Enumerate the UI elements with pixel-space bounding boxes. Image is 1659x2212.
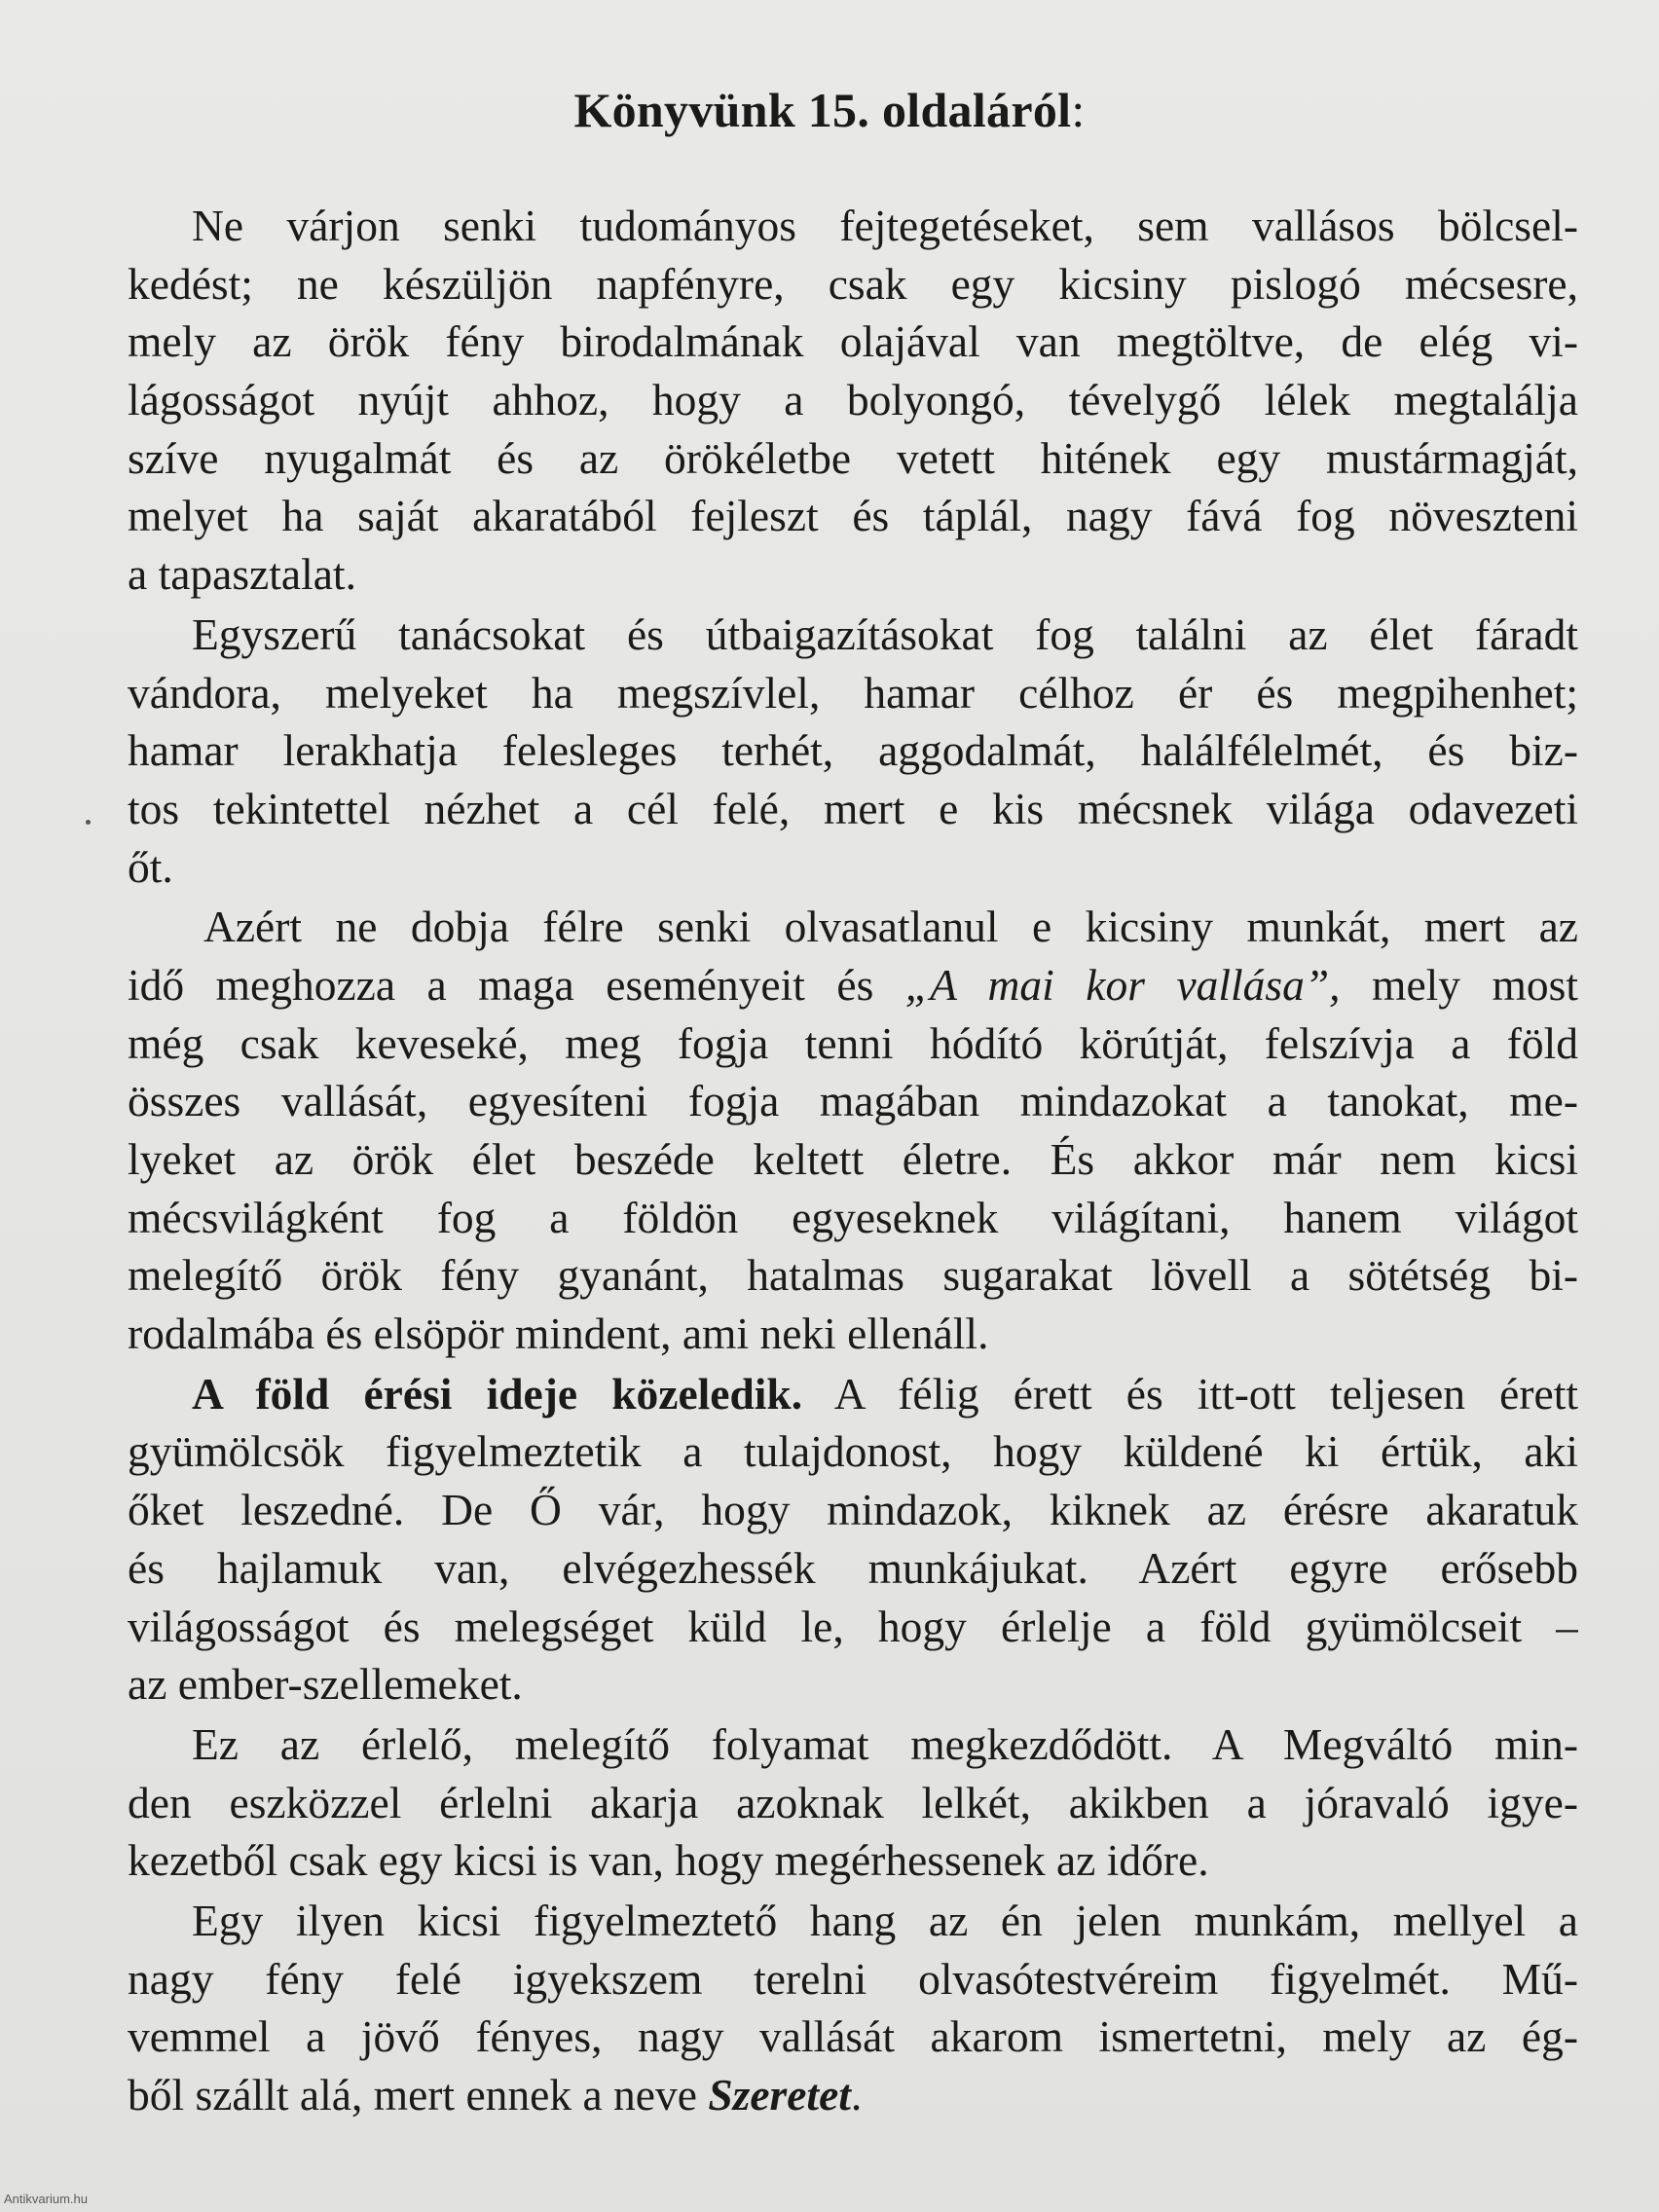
text-line (128, 1305, 1578, 1363)
text-line (128, 1715, 1578, 1774)
line-text: Ne várjon senki tudományos fejtegetéseket, sem vallásos bölcsel- (192, 201, 1578, 250)
watermark: Antikvarium.hu (4, 2192, 88, 2206)
text-line (128, 780, 1578, 838)
line-text: nagy fény felé igyekszem terelni olvasótestvéreim figyelmét. Mű- (128, 1953, 1578, 2004)
heading-text: Könyvünk 15. oldaláról (573, 83, 1072, 137)
line-text: tos tekintettel nézhet a cél felé, mert e kis mécsnek világa odavezeti (128, 783, 1578, 833)
text-line (128, 1072, 1578, 1130)
line-text: lágosságot nyújt ahhoz, hogy a bolyongó, tévelygő lélek megtalálja (128, 375, 1578, 425)
text-line (128, 664, 1578, 722)
text-line (128, 606, 1578, 664)
text-line (128, 371, 1578, 429)
text-line (128, 487, 1578, 545)
line-text: Egyszerű tanácsokat és útbaigazításokat fog találni az élet fáradt (192, 608, 1578, 659)
text-line (128, 545, 1578, 604)
line-text: szíve nyugalmát és az örökéletbe vetett hitének egy mustármagját, (128, 432, 1578, 483)
text-line (128, 1481, 1578, 1539)
line-text: ből szállt alá, mert ennek a neve (128, 2070, 709, 2120)
text-line (128, 2066, 1578, 2124)
line-text: mely most (1340, 959, 1578, 1010)
text-line (128, 1892, 1578, 1950)
line-text: melegítő örök fény gyanánt, hatalmas sugarakat lövell a sötétség bi- (128, 1250, 1578, 1301)
line-text: világosságot és melegséget küld le, hogy érlelje a föld gyümölcseit – (128, 1601, 1578, 1651)
text-line (128, 956, 1578, 1014)
line-text: Ez az érlelő, melegítő folyamat megkezdődött. A Megváltó min- (192, 1718, 1578, 1769)
line-text: den eszközzel érlelni akarja azoknak lelkét, akikben a jóravaló igye- (128, 1777, 1578, 1827)
body-text (128, 197, 1578, 2124)
text-line (128, 898, 1578, 956)
book-title-quote: „A mai kor vallása”, (904, 959, 1341, 1010)
text-line (128, 1831, 1578, 1890)
stray-dot (86, 820, 91, 825)
line-text: még csak keveseké, meg fogja tenni hódító körútját, felszívja a föld (128, 1017, 1578, 1068)
line-text: . (850, 2070, 863, 2120)
text-line (128, 255, 1578, 313)
line-text: kedést; ne készüljön napfényre, csak egy kicsiny pislogó mécsesre, (128, 258, 1578, 309)
line-text: hamar lerakhatja felesleges terhét, aggodalmát, halálfélelmét, és biz- (128, 725, 1578, 776)
text-line (128, 429, 1578, 488)
line-text: őt. (128, 841, 173, 892)
line-text: mécsvilágként fog a földön egyeseknek világítani, hanem világot (128, 1192, 1578, 1242)
text-line (128, 1246, 1578, 1305)
text-line (128, 838, 1578, 897)
text-line (128, 197, 1578, 255)
bold-lead-sentence: A föld érési ideje közeledik. (192, 1368, 803, 1419)
line-text: összes vallását, egyesíteni fogja magában mindazokat a tanokat, me- (128, 1076, 1578, 1126)
line-text: kezetből csak egy kicsi is van, hogy megérhessenek az időre. (128, 1835, 1209, 1886)
line-text: rodalmába és elsöpör mindent, ami neki ellenáll. (128, 1309, 989, 1359)
line-text: mely az örök fény birodalmának olajával van megtöltve, de elég vi- (128, 316, 1578, 367)
line-text: Azért ne dobja félre senki olvasatlanul e kicsiny munkát, mert az (203, 902, 1578, 952)
text-line (128, 1598, 1578, 1656)
line-text: idő meghozza a maga eseményeit és (128, 959, 905, 1010)
line-text: gyümölcsök figyelmeztetik a tulajdonost, hogy küldené ki értük, aki (128, 1426, 1578, 1477)
heading-colon: : (1071, 83, 1086, 137)
text-line (128, 1130, 1578, 1189)
line-text: vemmel a jövő fényes, nagy vallását akarom ismertetni, mely az ég- (128, 2011, 1578, 2062)
text-line (128, 721, 1578, 780)
text-line (128, 2008, 1578, 2066)
text-line (128, 1422, 1578, 1481)
line-text: A félig érett és itt-ott teljesen érett (802, 1368, 1578, 1419)
text-line (128, 1539, 1578, 1598)
line-text: lyeket az örök élet beszéde keltett életre. És akkor már nem kicsi (128, 1134, 1578, 1184)
line-text: az ember-szellemeket. (128, 1659, 523, 1710)
text-line (128, 1014, 1578, 1073)
line-text: Egy ilyen kicsi figyelmeztető hang az én jelen munkám, mellyel a (192, 1895, 1578, 1945)
text-line (128, 1655, 1578, 1714)
line-text: őket leszedné. De Ő vár, hogy mindazok, kiknek az érésre akaratuk (128, 1485, 1578, 1535)
line-text: és hajlamuk van, elvégezhessék munkájukat. Azért egyre erősebb (128, 1542, 1578, 1593)
text-line (128, 1365, 1578, 1423)
text-line (128, 1189, 1578, 1247)
emphasis-word: Szeretet (708, 2070, 851, 2120)
text-line (128, 313, 1578, 371)
line-text: melyet ha saját akaratából fejleszt és táplál, nagy fává fog növeszteni (128, 491, 1578, 541)
text-line (128, 1950, 1578, 2009)
line-text: vándora, melyeket ha megszívlel, hamar célhoz ér és megpihenhet; (128, 667, 1578, 718)
page-heading (0, 76, 1659, 144)
text-line (128, 1774, 1578, 1832)
line-text: a tapasztalat. (128, 549, 356, 600)
